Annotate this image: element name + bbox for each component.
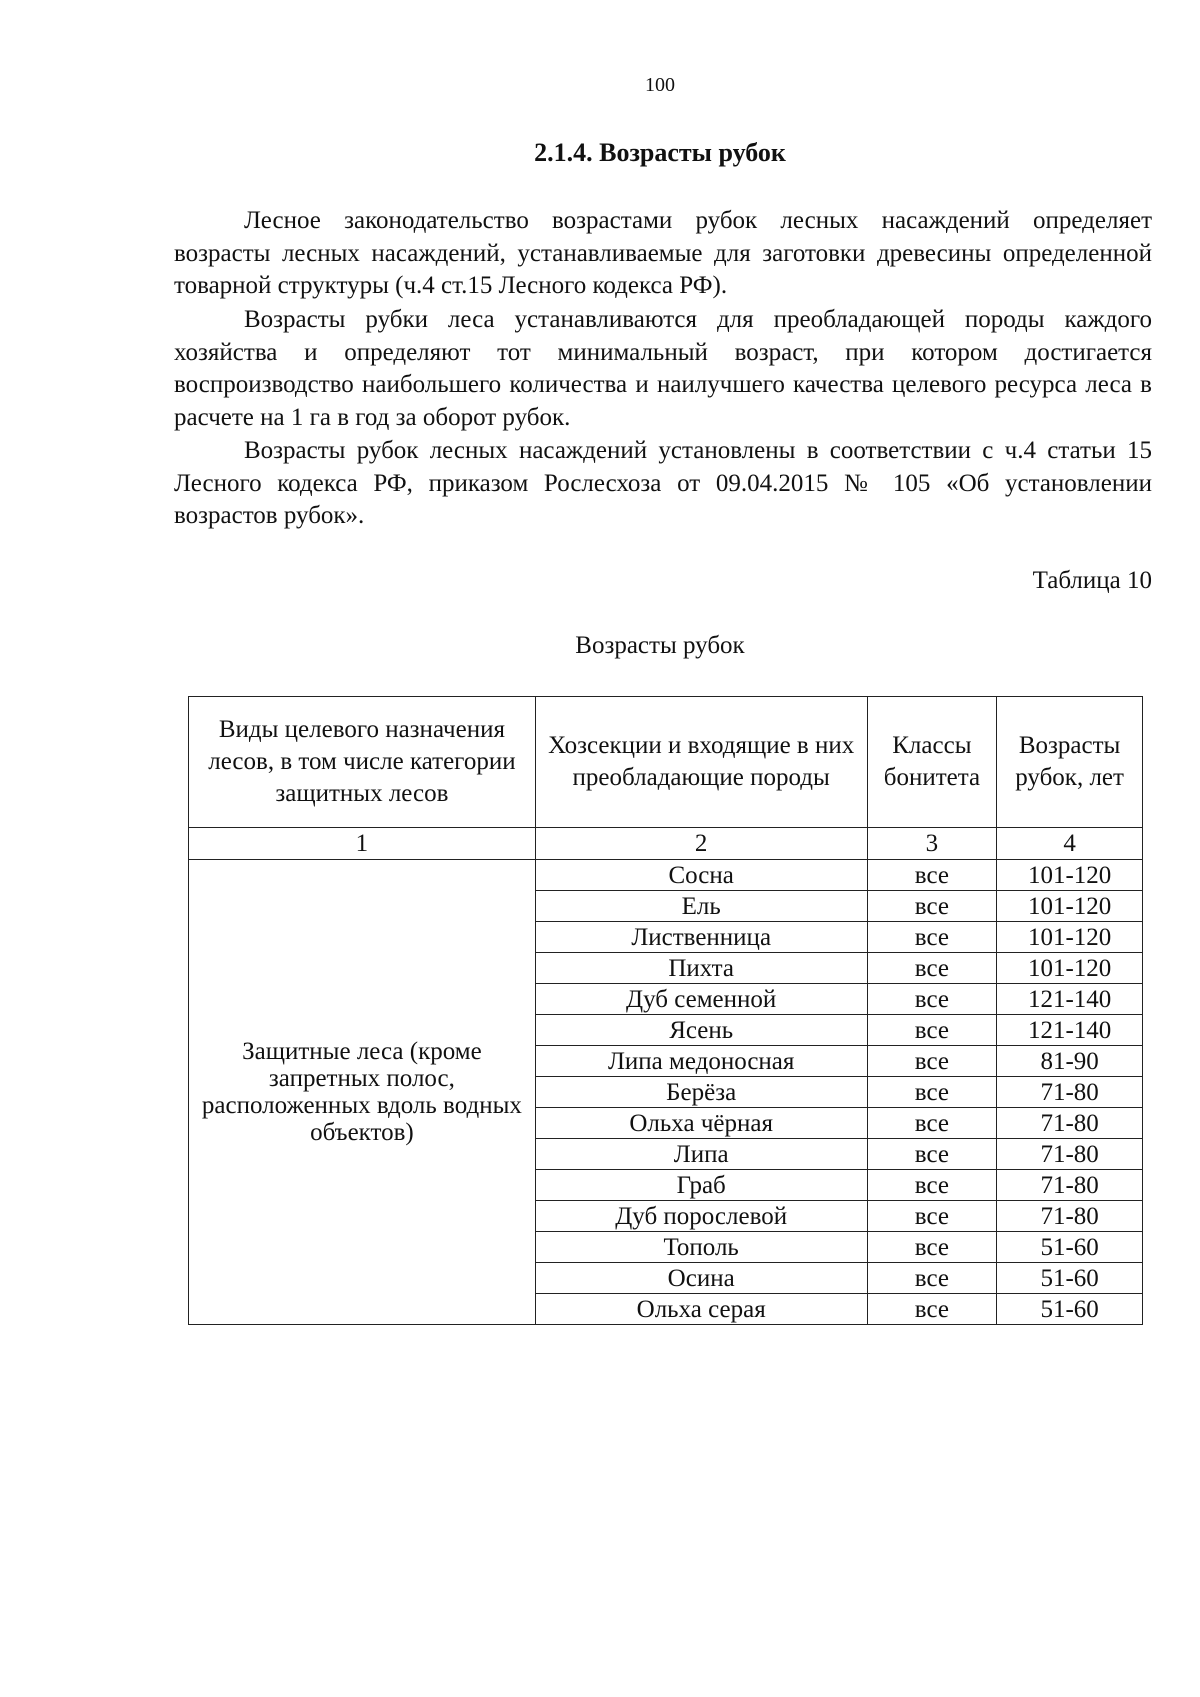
bonitet-cell: все <box>867 1232 997 1263</box>
table-header-row <box>189 697 1143 828</box>
section-title: 2.1.4. Возрасты рубок <box>534 138 786 167</box>
table-column-numbers-row <box>189 828 1143 860</box>
cutting-age-cell: 121-140 <box>997 1015 1143 1046</box>
species-cell: Ольха серая <box>535 1294 867 1325</box>
species-cell: Липа медоносная <box>535 1046 867 1077</box>
cutting-age-cell: 81-90 <box>997 1046 1143 1077</box>
bonitet-cell: все <box>867 1263 997 1294</box>
species-cell: Дуб семенной <box>535 984 867 1015</box>
bonitet-cell: все <box>867 860 997 891</box>
bonitet-cell: все <box>867 1015 997 1046</box>
header-cutting-age: Возрасты рубок, лет <box>997 697 1143 828</box>
species-cell: Берёза <box>535 1077 867 1108</box>
cutting-age-cell: 101-120 <box>997 953 1143 984</box>
page-number: 100 <box>645 74 675 96</box>
species-cell: Тополь <box>535 1232 867 1263</box>
column-number: 3 <box>867 828 997 860</box>
species-cell: Ель <box>535 891 867 922</box>
species-cell: Осина <box>535 1263 867 1294</box>
column-number: 1 <box>189 828 536 860</box>
species-cell: Граб <box>535 1170 867 1201</box>
cutting-age-cell: 121-140 <box>997 984 1143 1015</box>
cutting-age-cell: 71-80 <box>997 1077 1143 1108</box>
forest-category-cell: Защитные леса (кроме запретных полос, расположенных вдоль водных объектов) <box>189 860 536 1325</box>
cutting-ages-table <box>188 696 1143 1325</box>
bonitet-cell: все <box>867 1077 997 1108</box>
cutting-age-cell: 71-80 <box>997 1201 1143 1232</box>
paragraph-2: Возрасты рубки леса устанавливаются для преобладающей породы каждого хозяйства и определяют тот минимальный возраст, при котором достигается воспроизводство наибольшего количества и наилучшего качества целевого ресурса леса в расчете на 1 га в год за оборот рубок. <box>174 306 1152 431</box>
bonitet-cell: все <box>867 1294 997 1325</box>
cutting-age-cell: 51-60 <box>997 1294 1143 1325</box>
cutting-age-cell: 101-120 <box>997 891 1143 922</box>
bonitet-cell: все <box>867 891 997 922</box>
bonitet-cell: все <box>867 984 997 1015</box>
species-cell: Дуб порослевой <box>535 1201 867 1232</box>
species-cell: Пихта <box>535 953 867 984</box>
species-cell: Ольха чёрная <box>535 1108 867 1139</box>
bonitet-cell: все <box>867 1046 997 1077</box>
cutting-age-cell: 71-80 <box>997 1170 1143 1201</box>
bonitet-cell: все <box>867 953 997 984</box>
bonitet-cell: все <box>867 1139 997 1170</box>
header-species: Хозсекции и входящие в них преобладающие породы <box>535 697 867 828</box>
cutting-age-cell: 51-60 <box>997 1232 1143 1263</box>
species-cell: Сосна <box>535 860 867 891</box>
header-bonitet: Классы бонитета <box>867 697 997 828</box>
species-cell: Липа <box>535 1139 867 1170</box>
cutting-age-cell: 101-120 <box>997 922 1143 953</box>
bonitet-cell: все <box>867 922 997 953</box>
header-forest-purpose: Виды целевого назначения лесов, в том числе категории защитных лесов <box>189 697 536 828</box>
bonitet-cell: все <box>867 1108 997 1139</box>
table-row <box>189 860 1143 891</box>
bonitet-cell: все <box>867 1170 997 1201</box>
cutting-age-cell: 71-80 <box>997 1139 1143 1170</box>
table-number: Таблица 10 <box>1032 567 1152 594</box>
column-number: 2 <box>535 828 867 860</box>
cutting-age-cell: 101-120 <box>997 860 1143 891</box>
column-number: 4 <box>997 828 1143 860</box>
species-cell: Ясень <box>535 1015 867 1046</box>
cutting-age-cell: 71-80 <box>997 1108 1143 1139</box>
cutting-age-cell: 51-60 <box>997 1263 1143 1294</box>
species-cell: Лиственница <box>535 922 867 953</box>
bonitet-cell: все <box>867 1201 997 1232</box>
table-caption: Возрасты рубок <box>575 632 745 659</box>
paragraph-3: Возрасты рубок лесных насаждений установлены в соответствии с ч.4 статьи 15 Лесного кодекса РФ, приказом Рослесхоза от 09.04.2015 № 105 «Об установлении возрастов рубок». <box>174 437 1152 529</box>
paragraph-1: Лесное законодательство возрастами рубок лесных насаждений определяет возрасты лесных насаждений, устанавливаемые для заготовки древесины определенной товарной структуры (ч.4 ст.15 Лесного кодекса РФ). <box>174 207 1152 299</box>
